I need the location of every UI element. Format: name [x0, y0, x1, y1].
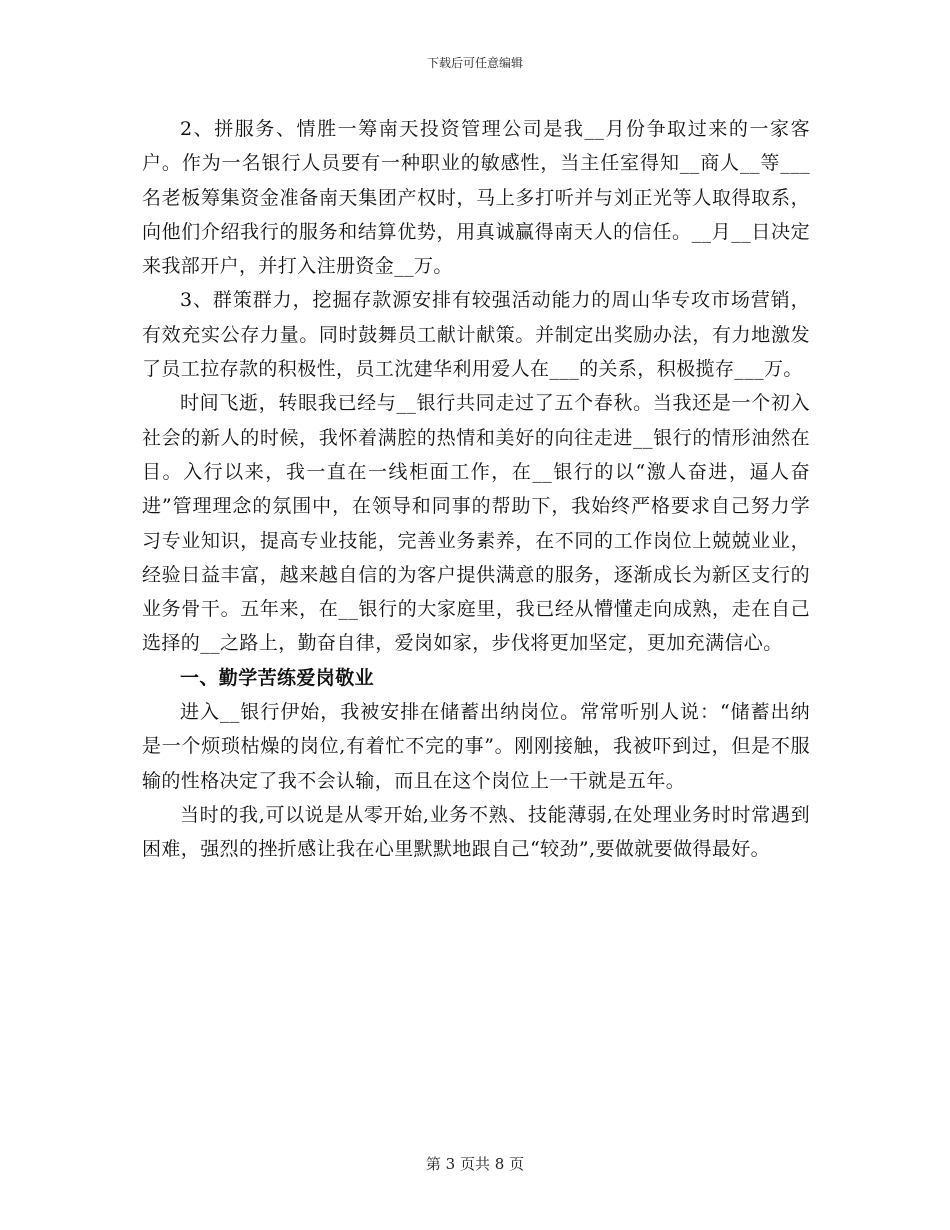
section-heading: 一、勤学苦练爱岗敬业 [180, 666, 375, 689]
page-number: 第 3 页共 8 页 [425, 1155, 525, 1173]
paragraph-5: 当时的我,可以说是从零开始,业务不熟、技能薄弱,在处理业务时时常遇到困难，强烈的挫折感让我在心里默默地跟自己“较劲”,要做就要做得最好。 [142, 803, 810, 861]
paragraph-1: 2、拼服务、情胜一筹南天投资管理公司是我__月份争取过来的一家客户。作为一名银行人员要有一种职业的敏感性，当主任室得知__商人__等___名老板筹集资金准备南天集团产权时，马上多打听并与刘正光等人取得取系，向他们介绍我行的服务和结算优势，用真诚赢得南天人的信任。__月__日决定来我部开户，并打入注册资金__万。 [142, 118, 810, 278]
document-body [142, 112, 810, 867]
paragraph-3: 时间飞逝，转眼我已经与__银行共同走过了五个春秋。当我还是一个初入社会的新人的时候，我怀着满腔的热情和美好的向往走进__银行的情形油然在目。入行以来，我一直在一线柜面工作，在__银行的以“激人奋进，逼人奋进”管理理念的氛围中，在领导和同事的帮助下，我始终严格要求自己努力学习专业知识，提高专业技能，完善业务素养，在不同的工作岗位上兢兢业业，经验日益丰富，越来越自信的为客户提供满意的服务，逐渐成长为新区支行的业务骨干。五年来，在__银行的大家庭里，我已经从懵懂走向成熟，走在自己选择的__之路上，勤奋自律，爱岗如家，步伐将更加坚定，更加充满信心。 [142, 392, 810, 655]
paragraph-2: 3、群策群力，挖掘存款源安排有较强活动能力的周山华专攻市场营销，有效充实公存力量。同时鼓舞员工献计献策。并制定出奖励办法，有力地激发了员工拉存款的积极性，员工沈建华利用爱人在___的关系，积极揽存___万。 [142, 289, 810, 381]
paragraph-4: 进入__银行伊始，我被安排在储蓄出纳岗位。常常听别人说：“储蓄出纳是一个烦琐枯燥的岗位,有着忙不完的事”。刚刚接触，我被吓到过，但是不服输的性格决定了我不会认输，而且在这个岗位上一干就是五年。 [142, 701, 810, 792]
page-header: 下载后可任意编辑 [426, 56, 523, 70]
